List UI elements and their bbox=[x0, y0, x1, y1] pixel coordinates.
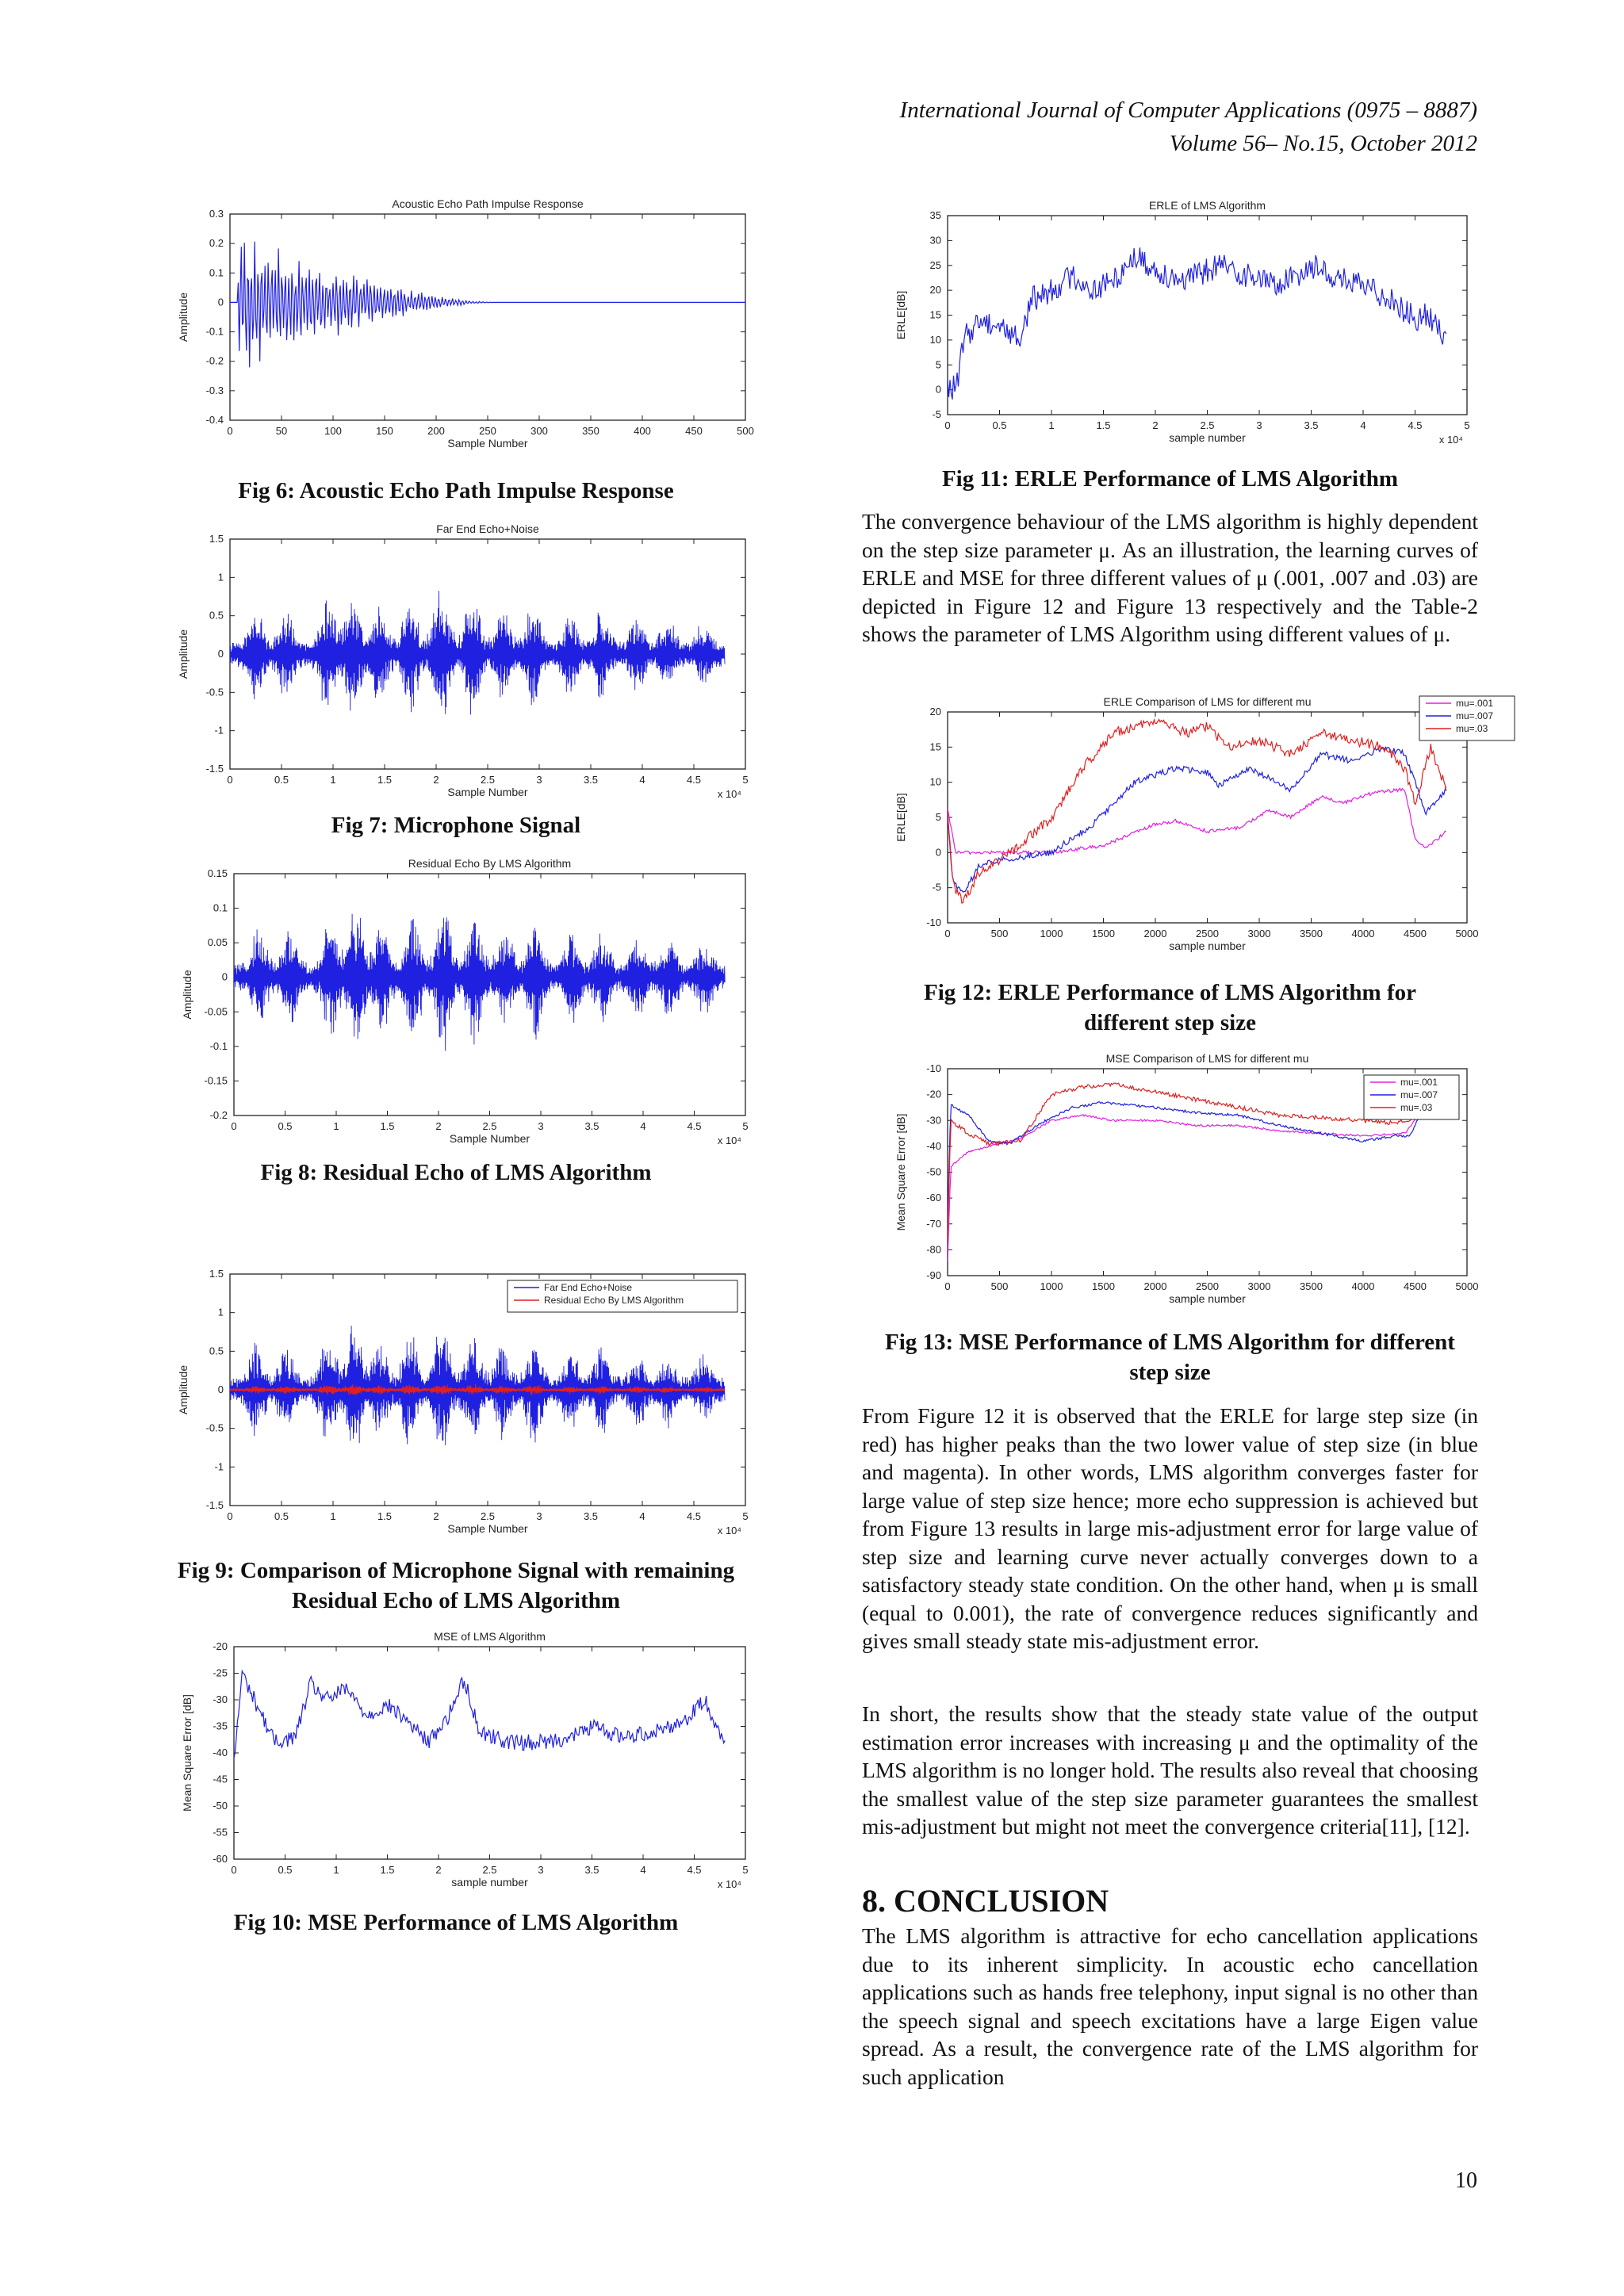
x-axis-exponent: x 10⁴ bbox=[717, 788, 741, 800]
x-tick-label: 50 bbox=[275, 425, 288, 437]
x-tick-label: 4000 bbox=[1351, 928, 1375, 939]
x-axis-exponent: x 10⁴ bbox=[1438, 434, 1463, 446]
section-heading-conclusion: 8. CONCLUSION bbox=[862, 1883, 1109, 1919]
chart-title: Far End Echo+Noise bbox=[436, 522, 539, 535]
y-tick-label: 0 bbox=[217, 296, 224, 308]
y-tick-label: -0.1 bbox=[205, 325, 224, 338]
x-tick-label: 1000 bbox=[1040, 928, 1063, 939]
y-tick-label: -25 bbox=[213, 1667, 228, 1679]
x-tick-label: 3.5 bbox=[584, 1120, 599, 1132]
y-tick-label: -5 bbox=[932, 881, 941, 894]
x-tick-label: 2.5 bbox=[480, 774, 496, 786]
fig12-svg bbox=[888, 695, 1494, 956]
fig7-svg bbox=[167, 522, 757, 807]
y-tick-label: -50 bbox=[213, 1800, 228, 1812]
paragraph-summary: In short, the results show that the steady state value of the output estimation error increases with increasing μ and the optimality of the LMS algorithm is no longer hold. The results also reveal that choosing the smallest value of the step size parameter guarantees the smallest mis-adjustment but might not meet the convergence criteria[11], [12]. bbox=[862, 1701, 1479, 1839]
y-tick-label: 20 bbox=[929, 284, 941, 297]
x-tick-label: 3 bbox=[1256, 419, 1262, 431]
x-tick-label: 3000 bbox=[1247, 1280, 1271, 1292]
y-tick-label: 0.15 bbox=[207, 867, 228, 879]
x-tick-label: 3.5 bbox=[583, 1510, 599, 1522]
y-tick-label: -20 bbox=[926, 1088, 941, 1100]
running-header bbox=[900, 94, 1477, 160]
x-axis-exponent: x 10⁴ bbox=[717, 1135, 741, 1146]
x-tick-label: 4500 bbox=[1404, 928, 1427, 939]
chart-title: Residual Echo By LMS Algorithm bbox=[408, 857, 572, 870]
x-tick-label: 1 bbox=[333, 1864, 339, 1876]
y-tick-label: 10 bbox=[929, 775, 941, 788]
y-tick-label: 1 bbox=[217, 1306, 224, 1318]
page-number: 10 bbox=[1455, 2168, 1477, 2193]
x-tick-label: 0.5 bbox=[278, 1864, 293, 1876]
legend-label: mu=.007 bbox=[1456, 710, 1494, 721]
x-tick-label: 0 bbox=[227, 1510, 233, 1522]
x-tick-label: 2 bbox=[435, 1864, 442, 1876]
y-tick-label: -40 bbox=[926, 1139, 941, 1152]
y-axis-label: ERLE[dB] bbox=[894, 793, 907, 842]
x-tick-label: 3500 bbox=[1300, 928, 1323, 939]
fig13-caption-line2: step size bbox=[1129, 1360, 1211, 1385]
x-tick-label: 300 bbox=[530, 425, 548, 437]
fig12-chart bbox=[888, 695, 1494, 956]
x-tick-label: 0 bbox=[227, 774, 233, 786]
x-tick-label: 0 bbox=[227, 425, 233, 437]
fig8-chart bbox=[167, 856, 757, 1154]
y-tick-label: -0.5 bbox=[205, 686, 224, 698]
x-tick-label: 4.5 bbox=[687, 1864, 702, 1876]
x-tick-label: 2 bbox=[433, 774, 439, 786]
x-tick-label: 350 bbox=[582, 425, 599, 437]
x-tick-label: 500 bbox=[737, 425, 754, 437]
legend-label: mu=.001 bbox=[1400, 1077, 1438, 1088]
y-tick-label: 0 bbox=[935, 383, 941, 396]
paragraph-observation: From Figure 12 it is observed that the ERLE for large step size (in red) has higher peaks than the two lower value of step size (in blue and magenta). In other words, LMS algorithm converges faster for large value of step size hence; more echo suppression is achieved but from Figure 13 results in large mis-adjustment error for large value of step size and learning curve never actually converges down to a satisfactory steady state condition. On the other hand, when μ is small (equal to 0.001), the rate of convergence reduces significantly and gives small steady state mis-adjustment error. bbox=[862, 1403, 1478, 1653]
x-tick-label: 100 bbox=[324, 425, 342, 437]
x-tick-label: 2500 bbox=[1196, 1280, 1219, 1292]
legend-label: mu=.001 bbox=[1456, 698, 1494, 709]
x-axis-exponent: x 10⁴ bbox=[717, 1525, 741, 1536]
y-tick-label: 0 bbox=[935, 846, 941, 859]
y-tick-label: 0 bbox=[221, 970, 228, 983]
y-tick-label: -5 bbox=[932, 408, 941, 420]
paragraph-conclusion: The LMS algorithm is attractive for echo cancellation applications due to its inherent simplicity. In acoustic echo cancellation applications such as hands free telephony, input signal is no other than the speech signal and speech excitations have a large Eigen value spread. As a result, the convergence rate of the LMS algorithm for such application bbox=[862, 1923, 1478, 2089]
y-tick-label: -0.1 bbox=[209, 1039, 228, 1052]
y-tick-label: -10 bbox=[926, 1062, 941, 1074]
fig13-svg bbox=[888, 1051, 1479, 1309]
x-tick-label: 2.5 bbox=[1200, 419, 1215, 431]
y-tick-label: -10 bbox=[926, 916, 941, 928]
x-tick-label: 4 bbox=[639, 774, 645, 786]
y-axis-label: Amplitude bbox=[177, 1364, 190, 1415]
fig7-caption: Fig 7: Microphone Signal bbox=[331, 813, 581, 838]
y-tick-label: -0.2 bbox=[209, 1109, 228, 1121]
y-tick-label: -0.2 bbox=[205, 354, 224, 367]
fig6-chart bbox=[167, 197, 757, 458]
y-tick-label: -0.3 bbox=[205, 384, 224, 396]
x-tick-label: 2 bbox=[435, 1120, 442, 1132]
y-tick-label: -70 bbox=[926, 1217, 941, 1230]
y-tick-label: 0.2 bbox=[209, 237, 224, 250]
y-axis-label: Mean Square Error [dB] bbox=[894, 1113, 907, 1231]
legend-label: mu=.03 bbox=[1400, 1102, 1433, 1113]
y-tick-label: 30 bbox=[929, 234, 941, 247]
x-axis-label: sample number bbox=[1169, 1292, 1246, 1305]
fig9-caption-line1: Fig 9: Comparison of Microphone Signal with remaining bbox=[177, 1558, 735, 1583]
y-tick-label: 0.1 bbox=[209, 266, 224, 279]
x-tick-label: 150 bbox=[376, 425, 393, 437]
x-tick-label: 500 bbox=[990, 1280, 1009, 1292]
y-tick-label: -55 bbox=[213, 1826, 228, 1839]
y-tick-label: 15 bbox=[929, 308, 941, 321]
fig9-chart bbox=[167, 1257, 757, 1544]
y-tick-label: 0.3 bbox=[209, 208, 224, 220]
x-tick-label: 400 bbox=[634, 425, 651, 437]
legend-label: mu=.03 bbox=[1456, 723, 1488, 734]
x-tick-label: 3000 bbox=[1247, 928, 1271, 939]
y-tick-label: 5 bbox=[935, 811, 941, 823]
x-tick-label: 500 bbox=[990, 928, 1009, 939]
x-tick-label: 0 bbox=[944, 928, 951, 939]
x-tick-label: 3.5 bbox=[1304, 419, 1319, 431]
x-tick-label: 4.5 bbox=[687, 1120, 702, 1132]
x-tick-label: 1 bbox=[333, 1120, 339, 1132]
x-axis-label: Sample Number bbox=[447, 786, 528, 798]
y-tick-label: 20 bbox=[929, 706, 941, 718]
y-tick-label: 25 bbox=[929, 258, 941, 271]
x-tick-label: 3 bbox=[536, 1510, 542, 1522]
x-tick-label: 4 bbox=[1360, 419, 1366, 431]
fig13-chart bbox=[888, 1051, 1479, 1309]
y-tick-label: 0 bbox=[217, 648, 224, 660]
x-tick-label: 5 bbox=[742, 1120, 749, 1132]
y-axis-label: Amplitude bbox=[177, 629, 190, 679]
fig12-caption-line1: Fig 12: ERLE Performance of LMS Algorithm for bbox=[924, 980, 1416, 1005]
y-tick-label: 35 bbox=[929, 209, 941, 221]
x-tick-label: 5 bbox=[1464, 419, 1470, 431]
chart-title: ERLE Comparison of LMS for different mu bbox=[1103, 695, 1312, 708]
x-tick-label: 0.5 bbox=[274, 774, 289, 786]
x-tick-label: 1.5 bbox=[377, 774, 393, 786]
fig10-chart bbox=[167, 1629, 757, 1897]
fig6-caption: Fig 6: Acoustic Echo Path Impulse Response bbox=[238, 478, 674, 503]
x-tick-label: 0.5 bbox=[274, 1510, 289, 1522]
y-tick-label: -0.15 bbox=[204, 1074, 228, 1087]
x-tick-label: 1500 bbox=[1092, 928, 1115, 939]
x-tick-label: 3.5 bbox=[584, 1864, 599, 1876]
x-tick-label: 1.5 bbox=[1096, 419, 1111, 431]
y-tick-label: -1 bbox=[214, 724, 224, 737]
y-tick-label: 1 bbox=[217, 571, 224, 584]
fig13-caption bbox=[862, 1327, 1478, 1387]
y-tick-label: -30 bbox=[213, 1693, 228, 1705]
y-tick-label: -80 bbox=[926, 1243, 941, 1256]
y-tick-label: -1 bbox=[214, 1460, 224, 1473]
x-tick-label: 1 bbox=[1048, 419, 1055, 431]
fig11-chart bbox=[888, 198, 1479, 448]
y-tick-label: -60 bbox=[213, 1853, 228, 1865]
x-tick-label: 5 bbox=[742, 1864, 749, 1876]
fig8-caption: Fig 8: Residual Echo of LMS Algorithm bbox=[260, 1160, 652, 1185]
y-tick-label: -60 bbox=[926, 1192, 941, 1204]
y-tick-label: -1.5 bbox=[205, 763, 224, 775]
x-tick-label: 4500 bbox=[1404, 1280, 1427, 1292]
chart-title: ERLE of LMS Algorithm bbox=[1148, 199, 1266, 212]
y-tick-label: 15 bbox=[929, 740, 941, 753]
legend-label: mu=.007 bbox=[1400, 1089, 1438, 1100]
x-axis-label: sample number bbox=[451, 1876, 528, 1888]
x-tick-label: 200 bbox=[427, 425, 445, 437]
legend-label: Far End Echo+Noise bbox=[544, 1282, 633, 1293]
x-tick-label: 0.5 bbox=[278, 1120, 293, 1132]
x-tick-label: 0 bbox=[231, 1120, 237, 1132]
chart-title: MSE Comparison of LMS for different mu bbox=[1105, 1052, 1309, 1065]
x-tick-label: 4 bbox=[640, 1864, 646, 1876]
x-tick-label: 2 bbox=[433, 1510, 439, 1522]
x-tick-label: 2500 bbox=[1196, 928, 1219, 939]
plot-frame bbox=[948, 712, 1467, 923]
fig13-caption-line1: Fig 13: MSE Performance of LMS Algorithm for different bbox=[885, 1330, 1455, 1355]
x-tick-label: 5000 bbox=[1455, 928, 1479, 939]
y-tick-label: -0.05 bbox=[204, 1005, 228, 1018]
y-tick-label: 0.5 bbox=[209, 609, 224, 622]
y-axis-label: Amplitude bbox=[177, 292, 190, 342]
journal-name: International Journal of Computer Applications (0975 – 8887) bbox=[899, 98, 1477, 123]
y-axis-label: ERLE[dB] bbox=[894, 290, 907, 340]
fig6-svg bbox=[167, 197, 757, 458]
x-axis-label: sample number bbox=[1169, 431, 1246, 444]
x-tick-label: 4.5 bbox=[1408, 419, 1423, 431]
y-tick-label: -30 bbox=[926, 1114, 941, 1127]
x-tick-label: 1 bbox=[330, 1510, 336, 1522]
journal-volume: Volume 56– No.15, October 2012 bbox=[1169, 131, 1477, 156]
y-tick-label: -45 bbox=[213, 1773, 228, 1785]
fig10-svg bbox=[167, 1629, 757, 1897]
fig7-chart bbox=[167, 522, 757, 807]
x-tick-label: 4000 bbox=[1351, 1280, 1375, 1292]
x-axis-label: Sample Number bbox=[447, 437, 528, 450]
y-tick-label: 0 bbox=[217, 1383, 224, 1395]
x-axis-label: Sample Number bbox=[449, 1132, 530, 1145]
y-tick-label: 5 bbox=[935, 358, 941, 371]
x-tick-label: 3500 bbox=[1300, 1280, 1323, 1292]
x-tick-label: 2000 bbox=[1143, 1280, 1167, 1292]
fig11-caption: Fig 11: ERLE Performance of LMS Algorithm bbox=[941, 466, 1399, 492]
x-tick-label: 3 bbox=[536, 774, 542, 786]
x-tick-label: 0 bbox=[944, 1280, 951, 1292]
x-tick-label: 2.5 bbox=[482, 1864, 497, 1876]
x-tick-label: 1.5 bbox=[380, 1864, 395, 1876]
x-tick-label: 1.5 bbox=[377, 1510, 393, 1522]
x-tick-label: 0 bbox=[231, 1864, 237, 1876]
y-tick-label: 1.5 bbox=[209, 1268, 224, 1280]
x-tick-label: 5 bbox=[742, 774, 749, 786]
x-tick-label: 3.5 bbox=[583, 774, 599, 786]
x-tick-label: 3 bbox=[538, 1120, 544, 1132]
y-tick-label: -90 bbox=[926, 1269, 941, 1281]
plot-frame bbox=[948, 216, 1467, 415]
legend-label: Residual Echo By LMS Algorithm bbox=[544, 1295, 684, 1306]
y-tick-label: 10 bbox=[929, 333, 941, 346]
x-tick-label: 4.5 bbox=[686, 774, 702, 786]
y-tick-label: -35 bbox=[213, 1720, 228, 1732]
x-tick-label: 0.5 bbox=[992, 419, 1007, 431]
y-axis-label: Amplitude bbox=[181, 970, 193, 1020]
x-axis-label: sample number bbox=[1169, 939, 1246, 952]
x-tick-label: 4 bbox=[639, 1510, 645, 1522]
x-tick-label: 5 bbox=[742, 1510, 749, 1522]
paragraph-convergence: The convergence behaviour of the LMS algorithm is highly dependent on the step size parameter μ. As an illustration, the learning curves of ERLE and MSE for three different values of μ (.001, .007 and .03) are depicted in Figure 12 and Figure 13 respectively and the Table-2 shows the parameter of LMS Algorithm using different values of μ. bbox=[862, 509, 1478, 646]
x-tick-label: 3 bbox=[538, 1864, 544, 1876]
x-tick-label: 1500 bbox=[1092, 1280, 1115, 1292]
y-tick-label: 0.1 bbox=[213, 901, 228, 914]
x-tick-label: 2 bbox=[1152, 419, 1159, 431]
x-tick-label: 1000 bbox=[1040, 1280, 1063, 1292]
y-tick-label: -40 bbox=[213, 1747, 228, 1758]
x-tick-label: 1 bbox=[330, 774, 336, 786]
y-axis-label: Mean Square Error [dB] bbox=[181, 1694, 193, 1812]
y-tick-label: -1.5 bbox=[205, 1499, 224, 1511]
y-tick-label: -20 bbox=[213, 1640, 228, 1652]
fig9-caption-line2: Residual Echo of LMS Algorithm bbox=[291, 1588, 621, 1613]
fig11-svg bbox=[888, 198, 1479, 448]
x-tick-label: 450 bbox=[685, 425, 703, 437]
fig9-caption bbox=[151, 1556, 761, 1616]
chart-title: Acoustic Echo Path Impulse Response bbox=[392, 197, 584, 210]
y-tick-label: -0.4 bbox=[205, 414, 224, 426]
chart-title: MSE of LMS Algorithm bbox=[434, 1630, 546, 1643]
x-tick-label: 2.5 bbox=[482, 1120, 497, 1132]
x-tick-label: 5000 bbox=[1455, 1280, 1479, 1292]
y-tick-label: 0.5 bbox=[209, 1345, 224, 1357]
x-tick-label: 4 bbox=[640, 1120, 646, 1132]
x-axis-label: Sample Number bbox=[447, 1522, 528, 1535]
y-tick-label: -0.5 bbox=[205, 1422, 224, 1434]
x-tick-label: 1.5 bbox=[380, 1120, 395, 1132]
x-tick-label: 4.5 bbox=[686, 1510, 702, 1522]
fig12-caption-line2: different step size bbox=[1084, 1010, 1256, 1035]
fig10-caption: Fig 10: MSE Performance of LMS Algorithm bbox=[233, 1910, 679, 1935]
x-tick-label: 250 bbox=[479, 425, 496, 437]
x-tick-label: 0 bbox=[944, 419, 951, 431]
y-tick-label: 0.05 bbox=[207, 936, 228, 949]
fig12-caption bbox=[862, 978, 1478, 1038]
fig8-svg bbox=[167, 856, 757, 1154]
fig9-svg bbox=[167, 1257, 757, 1544]
x-tick-label: 2000 bbox=[1143, 928, 1167, 939]
x-tick-label: 2.5 bbox=[480, 1510, 496, 1522]
y-tick-label: -50 bbox=[926, 1165, 941, 1178]
x-axis-exponent: x 10⁴ bbox=[717, 1878, 741, 1890]
y-tick-label: 1.5 bbox=[209, 533, 224, 545]
